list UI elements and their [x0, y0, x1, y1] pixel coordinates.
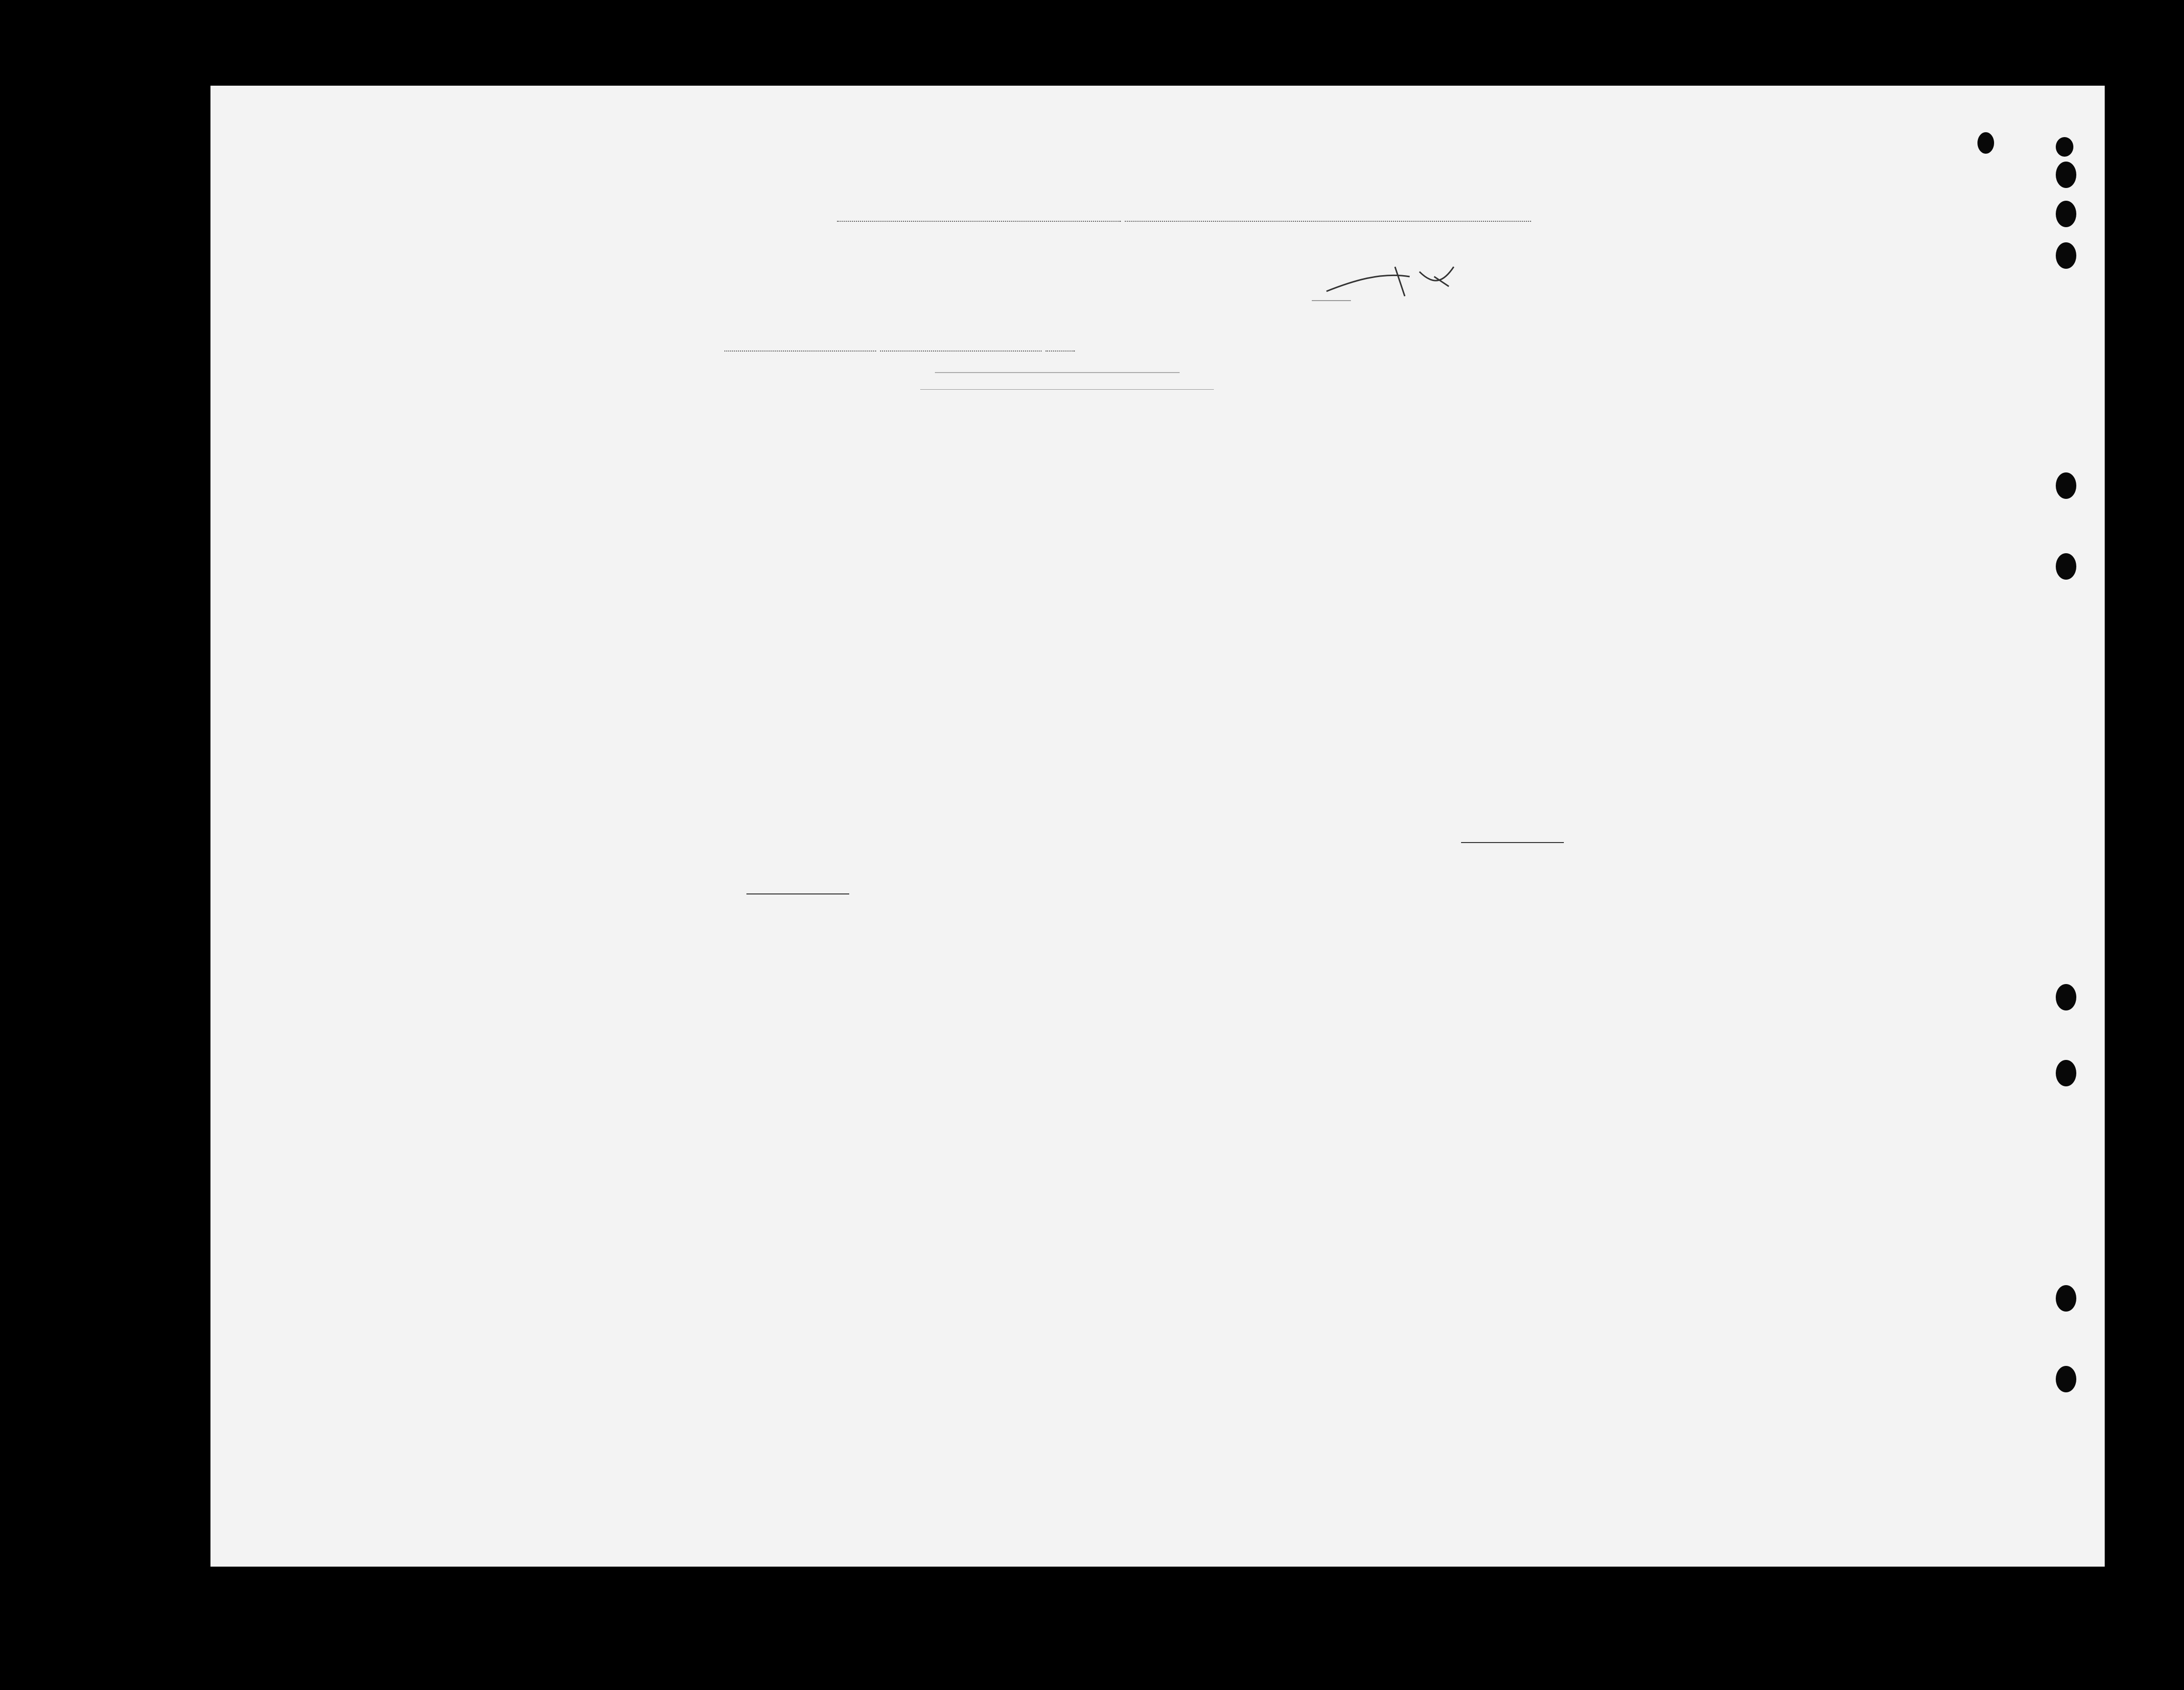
officer-name — [837, 221, 1121, 222]
sworn-line — [724, 338, 1075, 355]
punch-hole — [2056, 1366, 2076, 1392]
punch-hole — [2056, 137, 2073, 157]
punch-hole — [2056, 201, 2076, 227]
month-blank — [880, 351, 1042, 352]
sworn-date — [724, 351, 876, 352]
document-sheet — [210, 86, 2105, 1567]
punch-hole — [2056, 553, 2076, 580]
signature — [1322, 252, 1468, 306]
punch-hole — [2056, 1285, 2076, 1312]
punch-hole — [1977, 132, 1994, 154]
punch-hole — [2056, 984, 2076, 1010]
punch-hole — [2056, 1060, 2076, 1086]
races-title-rule — [1461, 842, 1564, 843]
divider-1 — [746, 893, 849, 894]
punch-hole — [2056, 162, 2076, 188]
year-blank — [1046, 351, 1075, 352]
punch-hole — [2056, 472, 2076, 499]
vessel-name — [1125, 221, 1531, 222]
affidavit-line1 — [629, 208, 1531, 226]
inspector-line — [920, 389, 1214, 390]
punch-hole — [2056, 242, 2076, 269]
signature-line — [1312, 300, 1351, 301]
stamp-line — [935, 372, 1180, 373]
